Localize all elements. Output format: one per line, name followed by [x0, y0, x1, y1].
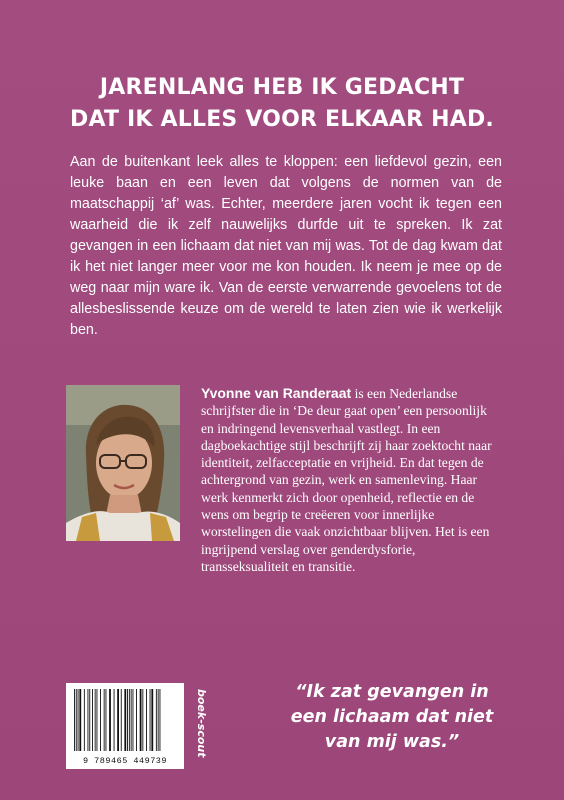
barcode-bar	[131, 689, 132, 751]
publisher-name: boek-scout	[195, 689, 208, 758]
barcode-bar	[109, 689, 111, 751]
barcode-bar	[95, 689, 96, 751]
intro-paragraph: Aan de buitenkant leek alles te kloppen: een liefdevol gezin, een leuke baan en een leven dat volgens de normen van de maatschappij ‘af’ was. Echter, meerdere jaren vocht ik tegen een waarheid die ik zelf nauwelijks durfde uit te spreken. Ik zat gevangen in een lichaam dat niet van mij was. Tot de dag kwam dat ik het niet langer meer voor me kon houden. Ik neem je mee op de weg naar mijn ware ik. Van de eerste verwarrende gevoelens tot de allesbeslissende keuze om de wereld te laten zien wie ik werkelijk ben.	[70, 154, 502, 338]
barcode-bar	[97, 689, 98, 751]
barcode-bar	[136, 689, 137, 751]
barcode-bar	[104, 689, 105, 751]
barcode-bar	[117, 689, 119, 751]
headline	[0, 72, 564, 136]
barcode-bar	[156, 689, 157, 751]
author-name: Yvonne van Randeraat	[201, 385, 352, 401]
barcode-bar	[160, 689, 161, 751]
barcode-bar	[124, 689, 126, 751]
barcode-bar	[133, 689, 134, 751]
barcode-bar	[88, 689, 89, 751]
barcode-bar	[121, 689, 122, 751]
author-portrait-illustration	[66, 385, 180, 541]
barcode-bar	[74, 689, 75, 751]
barcode-bar	[114, 689, 115, 751]
quote-line-2: een lichaam dat niet	[290, 707, 494, 727]
barcode-bar	[76, 689, 77, 751]
barcode-bar	[142, 689, 143, 751]
publisher-logo	[182, 689, 212, 769]
barcode-bar	[84, 689, 85, 751]
barcode-bar	[106, 689, 107, 751]
barcode-bar	[127, 689, 128, 751]
barcode-bar	[151, 689, 153, 751]
quote-line-1: “Ik zat gevangen in	[295, 682, 489, 702]
barcode-bar	[100, 689, 101, 751]
isbn-number: 9 789465 449739	[82, 756, 167, 766]
barcode-bar	[140, 689, 142, 751]
barcode-bar	[146, 689, 147, 751]
barcode-bar	[92, 689, 93, 751]
author-photo	[66, 385, 180, 541]
headline-line-1: JARENLANG HEB IK GEDACHT	[99, 75, 465, 100]
pull-quote	[262, 680, 522, 755]
barcode-bar	[158, 689, 159, 751]
barcode	[66, 683, 184, 769]
headline-line-2: DAT IK ALLES VOOR ELKAAR HAD.	[70, 107, 494, 132]
quote-line-3: van mij was.”	[324, 732, 460, 752]
barcode-bar	[89, 689, 90, 751]
barcode-bar	[79, 689, 81, 751]
barcode-bar	[150, 689, 151, 751]
author-bio	[201, 385, 501, 575]
barcode-bars	[72, 689, 178, 751]
barcode-bar	[129, 689, 130, 751]
author-bio-text: is een Nederlandse schrijfster die in ‘De deur gaat open’ een persoonlijk en indringend levensverhaal vastlegt. In een dagboekachtige stijl beschrijft zij haar zoektocht naar identiteit, zelfacceptatie en vrijheid. En dat tegen de achtergrond van gezin, werk en samenleving. Haar werk kenmerkt zich door openheid, reflectie en de wens om begrip te creëeren voor innerlijke worstelingen die vaak onzichtbaar blijven. Het is een ingrijpend verslag over genderdysforie, transseksualiteit en transitie.	[201, 386, 492, 574]
barcode-bar	[78, 689, 79, 751]
